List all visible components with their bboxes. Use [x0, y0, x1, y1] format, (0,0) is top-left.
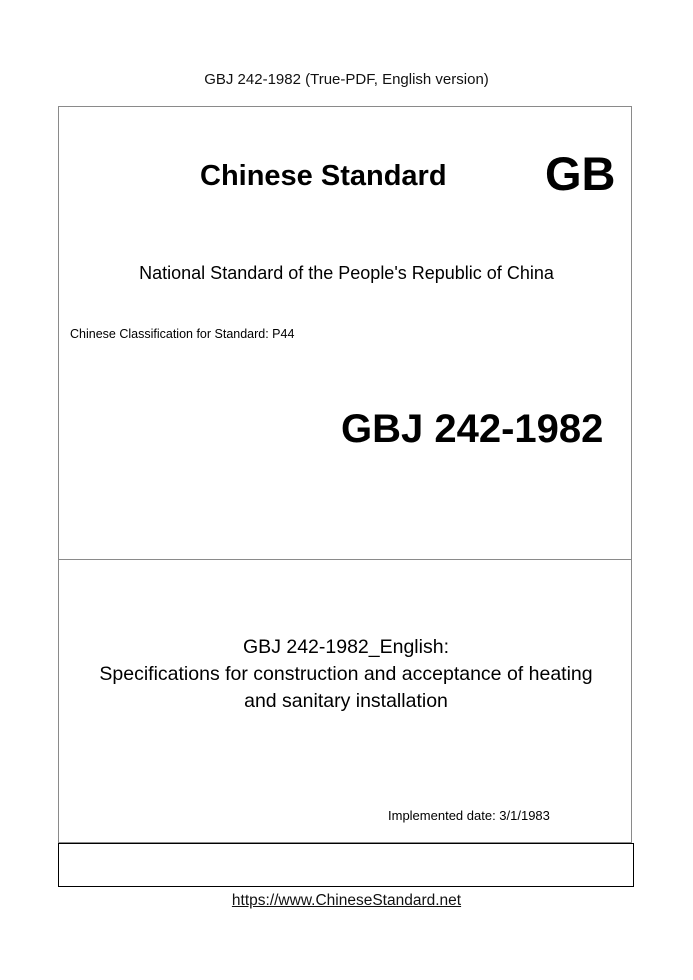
classification-label: Chinese Classification for Standard: P44 [70, 327, 295, 341]
document-title-line: and sanitary installation [244, 690, 448, 712]
footer [0, 892, 693, 910]
website-link[interactable]: https://www.ChineseStandard.net [231, 892, 462, 909]
document-title-line: Specifications for construction and acceptance of heating [99, 663, 593, 685]
document-title-line: GBJ 242-1982_English: [243, 636, 449, 658]
standard-code: GBJ 242-1982 [341, 407, 604, 451]
implemented-date: Implemented date: 3/1/1983 [388, 808, 550, 823]
page-header: GBJ 242-1982 (True-PDF, English version) [204, 71, 489, 88]
document-title [60, 634, 632, 715]
cover-bottom-box [58, 843, 634, 887]
gb-mark: GB [545, 147, 616, 200]
standard-title: Chinese Standard [200, 160, 447, 192]
national-standard-label: National Standard of the People's Republic of China [139, 263, 554, 283]
